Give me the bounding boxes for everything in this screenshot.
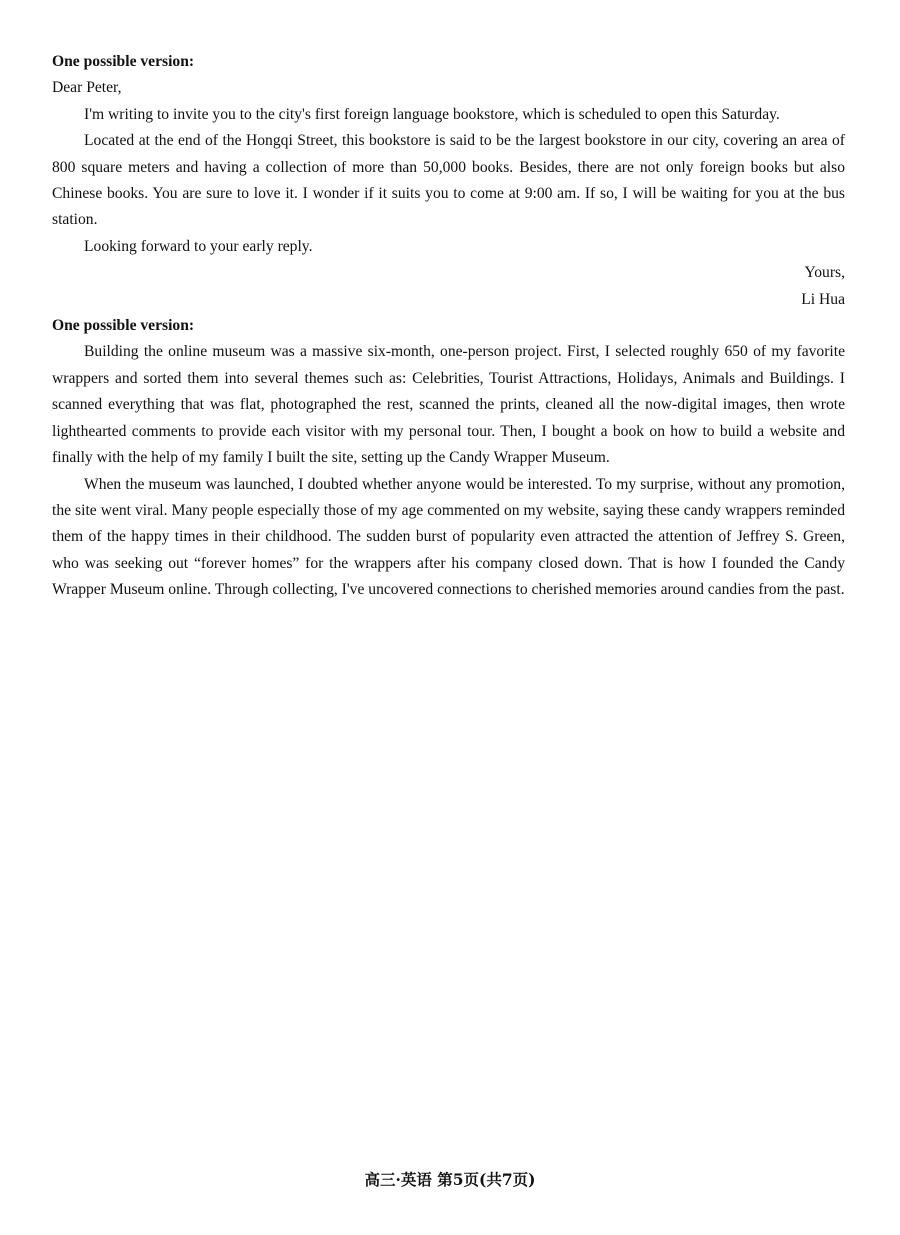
letter-closing: Yours, [804, 264, 845, 282]
letter-signature: Li Hua [801, 290, 845, 308]
section1-heading: One possible version: [52, 53, 195, 70]
letter-greeting: Dear Peter, [52, 79, 122, 97]
essay-paragraph-2: When the museum was launched, I doubted whether anyone would be interested. To my surprise, without any promotion, the site went viral. Many people especially those of my age commented on my website, saying these candy wrappers reminded them of the happy times in their childhood. The sudden burst of popularity even attracted the attention of Jeffrey S. Green, who was seeking out “forever homes” for the wrappers after his company closed down. That is how I founded the Candy Wrapper Museum online. Through collecting, I've uncovered connections to cherished memories around candies from the past. [52, 475, 845, 599]
letter-paragraph-1: I'm writing to invite you to the city's first foreign language bookstore, which is scheduled to open this Saturday. [84, 105, 780, 123]
letter-paragraph-3: Looking forward to your early reply. [84, 237, 313, 255]
essay-paragraph-1: Building the online museum was a massive six-month, one-person project. First, I selected roughly 650 of my favorite wrappers and sorted them into several themes such as: Celebrities, Tourist Attractions, Holidays, Animals and Buildings. I scanned everything that was flat, photographed the rest, scanned the prints, cleaned all the now-digital images, then wrote lighthearted comments to provide each visitor with my personal tour. Then, I bought a book on how to build a website and finally with the help of my family I built the site, setting up the Candy Wrapper Museum. [52, 343, 845, 467]
document-body [52, 49, 845, 604]
page-footer: 高三·英语 第5页(共7页) [364, 1170, 536, 1189]
letter-paragraph-2: Located at the end of the Hongqi Street, this bookstore is said to be the largest bookstore in our city, covering an area of 800 square meters and having a collection of more than 50,000 books. Besides, there are not only foreign books but also Chinese books. You are sure to love it. I wonder if it suits you to come at 9:00 am. If so, I will be waiting for you at the bus station. [52, 132, 845, 229]
section2-heading: One possible version: [52, 317, 195, 335]
